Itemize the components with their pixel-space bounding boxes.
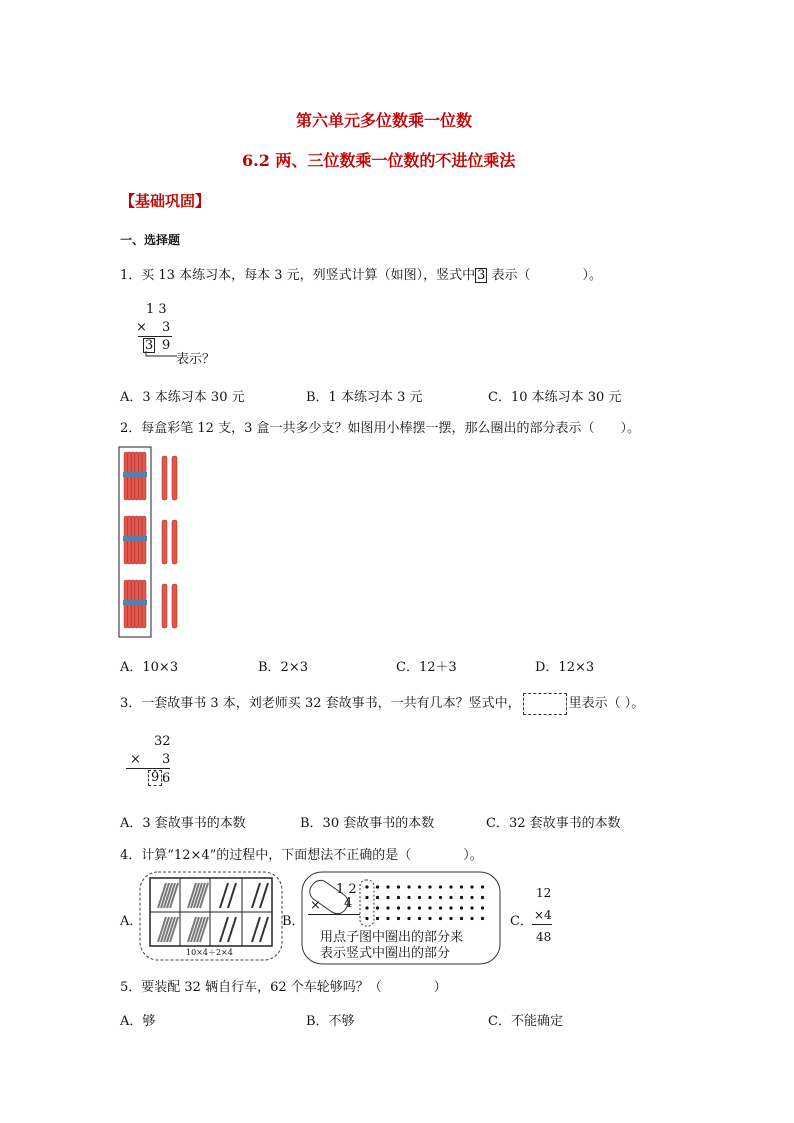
q4-option-c-mul: ×4 [534, 908, 552, 922]
gray-sticks [252, 917, 268, 942]
dot [439, 906, 442, 909]
q1-fig-result-box: 3 [145, 338, 154, 353]
question-1 [120, 264, 602, 283]
dot [386, 885, 389, 888]
dot [386, 896, 389, 899]
gray-bundle [158, 883, 178, 908]
single-stick [162, 456, 167, 500]
q4-option-c-label[interactable]: C． [510, 914, 533, 929]
dot [460, 896, 463, 899]
stick-bundle-ten [123, 452, 147, 500]
q4-option-b-multiplier: 4 [344, 896, 353, 911]
dot [376, 885, 379, 888]
dot [386, 917, 389, 920]
dot [439, 885, 442, 888]
q5-option-b[interactable]: B．不够 [306, 1014, 355, 1029]
q5-option-c[interactable]: C．不能确定 [488, 1014, 563, 1029]
dot [407, 906, 410, 909]
dot [397, 896, 400, 899]
q4-option-b-caption-2: 表示竖式中圈出的部分 [320, 946, 451, 961]
q2-sticks-figure [118, 446, 190, 640]
q4-option-c-result: 48 [536, 930, 552, 944]
dot [449, 917, 452, 920]
dot [376, 917, 379, 920]
q3-dashed-box [523, 693, 567, 715]
q4-option-b-top: 1 2 [336, 882, 357, 897]
q3-fig-mul: × [130, 752, 141, 767]
single-stick [172, 456, 177, 500]
q1-vertical-calc [130, 302, 250, 367]
dot [460, 885, 463, 888]
single-stick [172, 584, 177, 628]
q4-option-b-calc [306, 876, 366, 922]
q3-option-c[interactable]: C．32 套故事书的本数 [486, 816, 621, 831]
question-4: 4．计算“12×4”的过程中，下面想法不正确的是（ ）。 [120, 848, 483, 863]
q3-option-a[interactable]: A．3 套故事书的本数 [120, 816, 246, 831]
dot [481, 896, 484, 899]
dot [460, 917, 463, 920]
stick-bundle-ten [123, 580, 147, 628]
q1-fig-note: 表示？ [176, 352, 216, 367]
q1-option-c[interactable]: C．10 本练习本 30 元 [488, 390, 622, 405]
q3-vertical-calc [124, 734, 194, 794]
q2-option-b[interactable]: B．2×3 [258, 660, 308, 675]
gray-bundle [188, 883, 208, 908]
q4-option-a-label[interactable]: A． [120, 914, 143, 929]
gray-sticks [220, 917, 236, 942]
q4-option-c-calc [530, 886, 560, 950]
q1-option-a[interactable]: A．3 本练习本 30 元 [120, 390, 245, 405]
q1-fig-line [138, 336, 172, 337]
dot [407, 896, 410, 899]
part-heading: 一、选择题 [120, 233, 181, 247]
dot [428, 906, 431, 909]
dot [449, 885, 452, 888]
dot [386, 906, 389, 909]
q1-text-a: 1．买 13 本练习本，每本 3 元，列竖式计算（如图），竖式中 [120, 268, 476, 283]
dot [470, 885, 473, 888]
question-2: 2．每盒彩笔 12 支，3 盒一共多少支？如图用小棒摆一摆，那么圈出的部分表示（ ）。 [120, 421, 640, 436]
dot [449, 896, 452, 899]
dot [439, 896, 442, 899]
dot [449, 906, 452, 909]
q3-fig-b: 3 [162, 752, 171, 767]
dot [470, 896, 473, 899]
dot [397, 885, 400, 888]
q3-text-a: 3．一套故事书 3 本，刘老师买 32 套故事书，一共有几本？竖式中， [120, 696, 521, 711]
dot [470, 917, 473, 920]
single-stick [162, 520, 167, 564]
dot [418, 906, 421, 909]
q4-option-a-caption: 10×4＋2×4 [186, 948, 233, 957]
q2-option-a[interactable]: A．10×3 [120, 660, 179, 675]
q5-option-a[interactable]: A．够 [120, 1014, 156, 1029]
dot [481, 885, 484, 888]
dot [376, 896, 379, 899]
dot [460, 906, 463, 909]
q4-option-c-top: 12 [536, 886, 552, 900]
dot [428, 917, 431, 920]
q1-fig-top: 1 3 [146, 302, 167, 317]
q4-option-c-line [532, 924, 552, 925]
dot [418, 885, 421, 888]
dot [397, 917, 400, 920]
dot [481, 906, 484, 909]
q4-option-b-label[interactable]: B． [282, 914, 305, 929]
stick-bundle-ten [123, 516, 147, 564]
q3-fig-line [126, 768, 170, 769]
section-heading: 【基础巩固】 [120, 192, 211, 210]
gray-sticks [220, 883, 236, 908]
question-5: 5．要装配 32 辆自行车，62 个车轮够吗？（ ） [120, 980, 447, 995]
q2-option-c[interactable]: C．12＋3 [396, 660, 457, 675]
q1-fig-b: 3 [162, 320, 171, 335]
dot [418, 917, 421, 920]
dot [407, 917, 410, 920]
q1-option-b[interactable]: B．1 本练习本 3 元 [306, 390, 423, 405]
q1-text-b: 表示（ ）。 [487, 268, 603, 283]
q2-option-d[interactable]: D．12×3 [535, 660, 595, 675]
dot [439, 917, 442, 920]
unit-title: 第六单元多位数乘一位数 [296, 111, 473, 130]
q3-fig-top: 32 [154, 734, 171, 749]
dot [428, 896, 431, 899]
q3-fig-result: 6 [162, 771, 171, 786]
gray-bundle [188, 917, 208, 942]
dot [397, 906, 400, 909]
q4-option-b-line [308, 914, 360, 915]
dot [376, 906, 379, 909]
q1-boxed-digit: 3 [477, 268, 486, 283]
q3-fig-result-box: 9 [148, 770, 162, 786]
q3-option-b[interactable]: B．30 套故事书的本数 [300, 816, 435, 831]
question-3 [120, 692, 644, 715]
dot [470, 906, 473, 909]
gray-sticks [252, 883, 268, 908]
lesson-title: 6.2 两、三位数乘一位数的不进位乘法 [242, 151, 516, 170]
dot [481, 917, 484, 920]
q4-option-b-mul: × [310, 898, 321, 913]
dot [407, 885, 410, 888]
q1-fig-arrow-line [144, 351, 178, 361]
dot [428, 885, 431, 888]
single-stick [162, 584, 167, 628]
gray-bundle [158, 917, 178, 942]
q3-text-b: 里表示（ ）。 [568, 696, 645, 711]
q1-fig-result: 9 [162, 338, 171, 353]
q4-option-b-caption-1: 用点子图中圈出的部分来 [320, 930, 464, 945]
single-stick [172, 520, 177, 564]
q1-fig-mul: × [136, 320, 147, 335]
dot [418, 896, 421, 899]
